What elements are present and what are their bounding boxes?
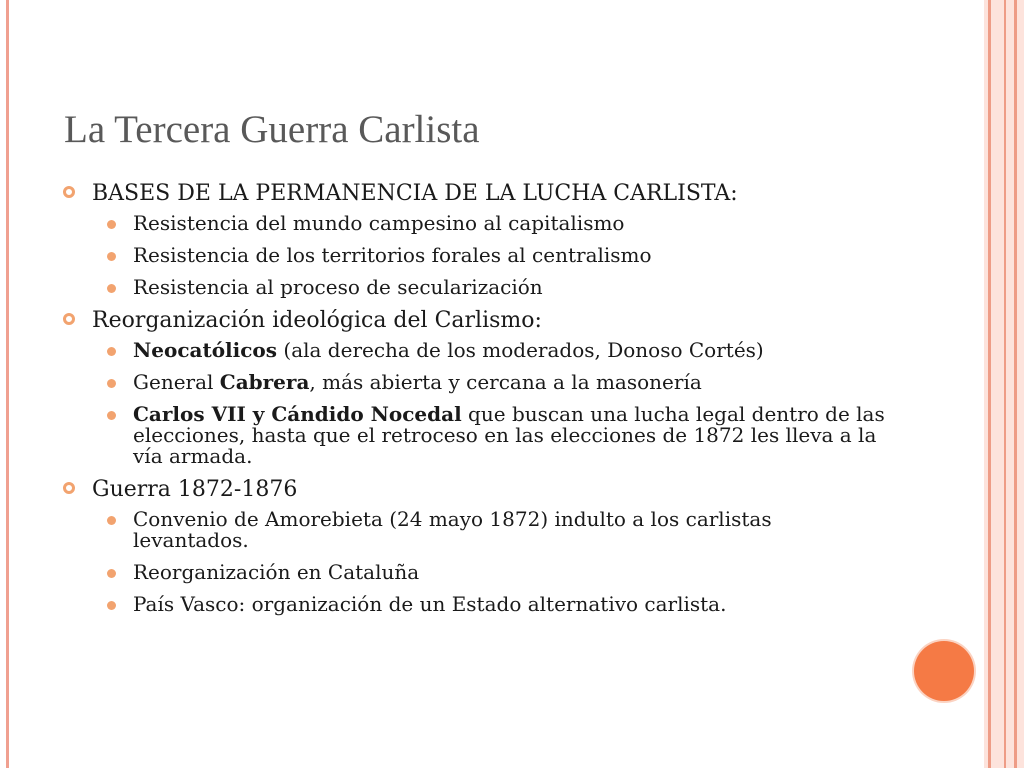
list-item: Neocatólicos (ala derecha de los moderados, Donoso Cortés) bbox=[62, 340, 892, 361]
list-item: País Vasco: organización de un Estado alternativo carlista. bbox=[62, 594, 892, 615]
dot-bullet-icon bbox=[107, 411, 116, 420]
list-item: Convenio de Amorebieta (24 mayo 1872) indulto a los carlistas levantados. bbox=[62, 509, 892, 551]
right-border-line bbox=[1004, 0, 1006, 768]
dot-bullet-icon bbox=[107, 284, 116, 293]
dot-bullet-icon bbox=[107, 569, 116, 578]
ring-bullet-icon bbox=[63, 186, 75, 198]
dot-bullet-icon bbox=[107, 516, 116, 525]
list-item: Reorganización en Cataluña bbox=[62, 562, 892, 583]
ring-bullet-icon bbox=[63, 482, 75, 494]
bold-term: Cabrera bbox=[219, 370, 310, 394]
ring-bullet-icon bbox=[63, 313, 75, 325]
list-item: Carlos VII y Cándido Nocedal que buscan una lucha legal dentro de las elecciones, hasta que el retroceso en las elecciones de 1872 les lleva a la vía armada. bbox=[62, 404, 892, 467]
section-heading-reorganizacion: Reorganización ideológica del Carlismo: bbox=[62, 309, 892, 332]
list-item: Resistencia del mundo campesino al capitalismo bbox=[62, 213, 892, 234]
dot-bullet-icon bbox=[107, 220, 116, 229]
dot-bullet-icon bbox=[107, 379, 116, 388]
list-item: General Cabrera, más abierta y cercana a la masonería bbox=[62, 372, 892, 393]
section-heading-bases: BASES DE LA PERMANENCIA DE LA LUCHA CARLISTA: bbox=[62, 182, 892, 205]
section-heading-guerra: Guerra 1872-1876 bbox=[62, 478, 892, 501]
slide-content bbox=[62, 182, 892, 626]
slide-title: La Tercera Guerra Carlista bbox=[64, 108, 480, 151]
list-item: Resistencia al proceso de secularización bbox=[62, 277, 892, 298]
dot-bullet-icon bbox=[107, 252, 116, 261]
left-border-line bbox=[6, 0, 9, 768]
bold-term: Carlos VII y Cándido Nocedal bbox=[133, 402, 462, 426]
dot-bullet-icon bbox=[107, 347, 116, 356]
decorative-circle bbox=[914, 641, 974, 701]
dot-bullet-icon bbox=[107, 601, 116, 610]
bold-term: Neocatólicos bbox=[133, 338, 278, 362]
right-border-line bbox=[1014, 0, 1017, 768]
list-item: Resistencia de los territorios forales al centralismo bbox=[62, 245, 892, 266]
right-border-line bbox=[988, 0, 991, 768]
